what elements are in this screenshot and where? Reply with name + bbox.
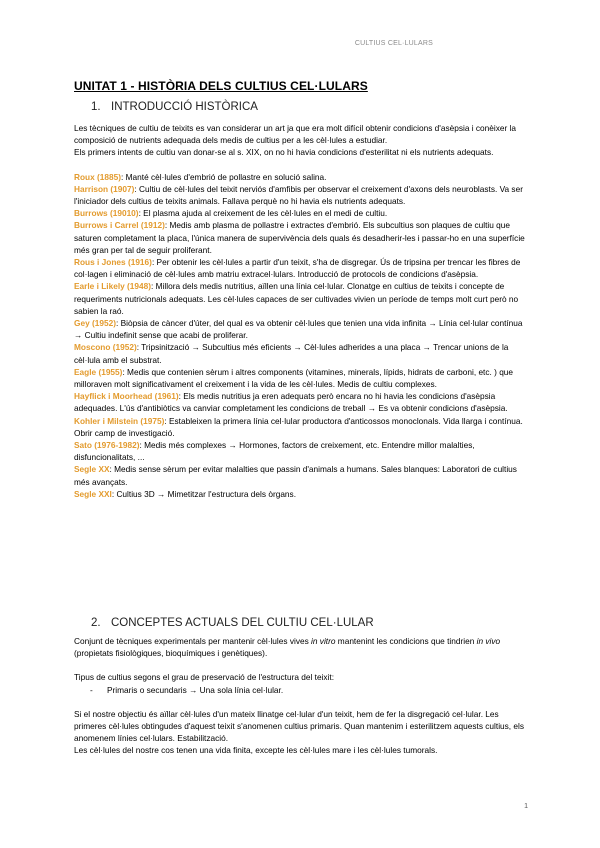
bullet-text: Primaris o secundaris → Una sola línia cel·lular. (107, 684, 284, 695)
event-author: Eagle (1955) (74, 366, 123, 377)
event-author: Segle XX (74, 464, 110, 475)
definition-paragraph (74, 635, 530, 659)
definition-text: (propietats fisiològiques, bioquímiques i genètiques). (74, 648, 268, 659)
event-description: : Cultius 3D → Mimetitzar l'estructura dels òrgans. (111, 488, 297, 499)
list-item (74, 684, 530, 696)
history-event (74, 256, 530, 280)
history-event (74, 317, 530, 341)
event-author: Segle XXI (74, 488, 112, 499)
history-event (74, 171, 530, 183)
history-event (74, 488, 530, 500)
event-author: Burrows (19010) (74, 208, 139, 219)
history-event (74, 183, 530, 207)
event-author: Roux (1885) (74, 171, 122, 182)
event-description: : El plasma ajuda al creixement de les cèl·lules en el medi de cultiu. (138, 208, 388, 219)
event-author: Moscono (1952) (74, 342, 137, 353)
section-title: CONCEPTES ACTUALS DEL CULTIU CEL·LULAR (111, 617, 374, 629)
section-title: INTRODUCCIÓ HISTÒRICA (111, 101, 258, 113)
history-event (74, 219, 530, 256)
history-event (74, 415, 530, 439)
event-author: Gey (1952) (74, 318, 116, 329)
section-number: 1. (91, 101, 101, 113)
event-description: : Els medis nutritius ja eren adequats però encara no hi havia les condicions d'asèpsia adequades. L'ús d'antibiòtics va canviar completament les condicions de treball → Es va obtenir condicions d'asèpsia. (74, 391, 508, 414)
event-author: Earle i Likely (1948) (74, 281, 152, 292)
finite-life-paragraph: Les cèl·lules del nostre cos tenen una vida finita, excepte les cèl·lules mare i les cèl·lules tumorals. (74, 745, 438, 756)
history-event (74, 366, 530, 390)
event-description: : Medis que contenien sèrum i altres components (vitamines, minerals, lípids, hidrats de carboni, etc. ) que milloraven molt significativament el creixement i la vida de les cèl·lules. Medis de cultiu complexes. (74, 366, 514, 390)
section-2-body (74, 635, 530, 757)
section-heading-2 (91, 617, 374, 629)
bullet-dash: - (90, 684, 93, 695)
event-author: Rous i Jones (1916) (74, 257, 152, 268)
history-event (74, 463, 530, 487)
intro-paragraph-2: Els primers intents de cultiu van donar-se al s. XIX, on no hi havia condicions d'esterilitat ni els nutrients adequats. (74, 147, 494, 158)
in-vitro-term: in vitro (311, 636, 336, 646)
in-vivo-term: in vivo (476, 636, 501, 646)
event-description: : Biòpsia de càncer d'úter, del qual es va obtenir cèl·lules que tenien una vida infinita → Línia cel·lular contínua → Cultiu indefinit sense que acabi de proliferar. (74, 318, 523, 341)
history-events-list (74, 171, 530, 500)
page-number: 1 (524, 803, 528, 810)
history-event (74, 207, 530, 219)
history-event (74, 390, 530, 414)
intro-paragraph: Les tècniques de cultiu de teixits es van considerar un art ja que era molt difícil obtenir condicions d'asèpsia i conèixer la composició de nutrients adequada dels medis de cultius per a les cèl·lules a estudiar. (74, 123, 517, 146)
history-event (74, 280, 530, 317)
page-title: UNITAT 1 - HISTÒRIA DELS CULTIUS CEL·LULARS (74, 79, 368, 93)
culture-types-intro: Tipus de cultius segons el grau de preservació de l'estructura del teixit: (74, 672, 334, 683)
event-description: : Tripsinització → Subcultius més eficients → Cèl·lules adherides a una placa → Trencar unions de la cèl·lula amb el substrat. (74, 342, 509, 365)
event-author: Sato (1976-1982) (74, 440, 140, 451)
primary-culture-paragraph: Si el nostre objectiu és aïllar cèl·lules d'un mateix llinatge cel·lular d'un teixit, hem de fer la disgregació cel·lular. Les primeres cèl·lules obtingudes d'aquest teixit s'anomenen cultius primaris. Quan mantenim i esterilitzem aquests cultius, els anomenem línies cel·lulars. Estabilització. (74, 708, 525, 744)
running-header: CULTIUS CEL·LULARS (354, 40, 433, 47)
event-description: : Cultiu de cèl·lules del teixit nerviós d'amfibis per observar el creixement d'axons dels neuroblasts. Va ser l'iniciador dels cultius de teixits animals. Fallava perquè no hi havia els nutrients adequats. (74, 183, 523, 207)
event-description: : Estableixen la primera línia cel·lular productora d'anticossos monoclonals. Vida llarga i contínua. Obrir camp de investigació. (74, 415, 523, 438)
section-number: 2. (91, 617, 101, 629)
event-author: Burrows i Carrel (1912) (74, 220, 165, 231)
section-heading-1 (91, 101, 258, 113)
definition-text: mantenint les condicions que tindrien (335, 636, 477, 646)
event-description: : Per obtenir les cèl·lules a partir d'un teixit, s'ha de disgregar. Ús de tripsina per trencar les fibres de col·lagen i eliminació de cèl·lules amb matriu extracel·lulars. Introducció de protocols de condicions d'asèpsia. (74, 257, 521, 280)
event-description: : Manté cèl·lules d'embrió de pollastre en solució salina. (121, 171, 327, 182)
definition-text: Conjunt de tècniques experimentals per mantenir cèl·lules vives (74, 636, 312, 646)
history-event (74, 439, 530, 463)
event-author: Hayflick i Moorhead (1961) (74, 391, 179, 402)
event-description: : Millora dels medis nutritius, aïllen una línia cel·lular. Clonatge en cultius de teixits i concepte de requeriments nutricionals adequats. Les cèl·lules capaces de ser cultivades vivien un període de temps molt curt però no sabien la raó. (74, 281, 519, 316)
event-description: : Medis amb plasma de pollastre i extractes d'embrió. Els subcultius son plaques de cultiu que saturen completament la placa, l'única manera de supervivència dels quals és desadherir-les i passar-ho en una superfície més gran per tal de seguir proliferant. (74, 220, 525, 255)
history-event (74, 341, 530, 365)
event-description: : Medis sense sèrum per evitar malalties que passin d'animals a humans. Sales blanques: Laboratori de cultius més avançats. (74, 464, 517, 487)
section-1-body (74, 122, 530, 500)
event-author: Kohler i Milstein (1975) (74, 415, 165, 426)
event-author: Harrison (1907) (74, 183, 135, 194)
event-description: : Medis més complexes → Hormones, factors de creixement, etc. Entendre millor malalties, disfuncionalitats, ... (74, 440, 475, 463)
